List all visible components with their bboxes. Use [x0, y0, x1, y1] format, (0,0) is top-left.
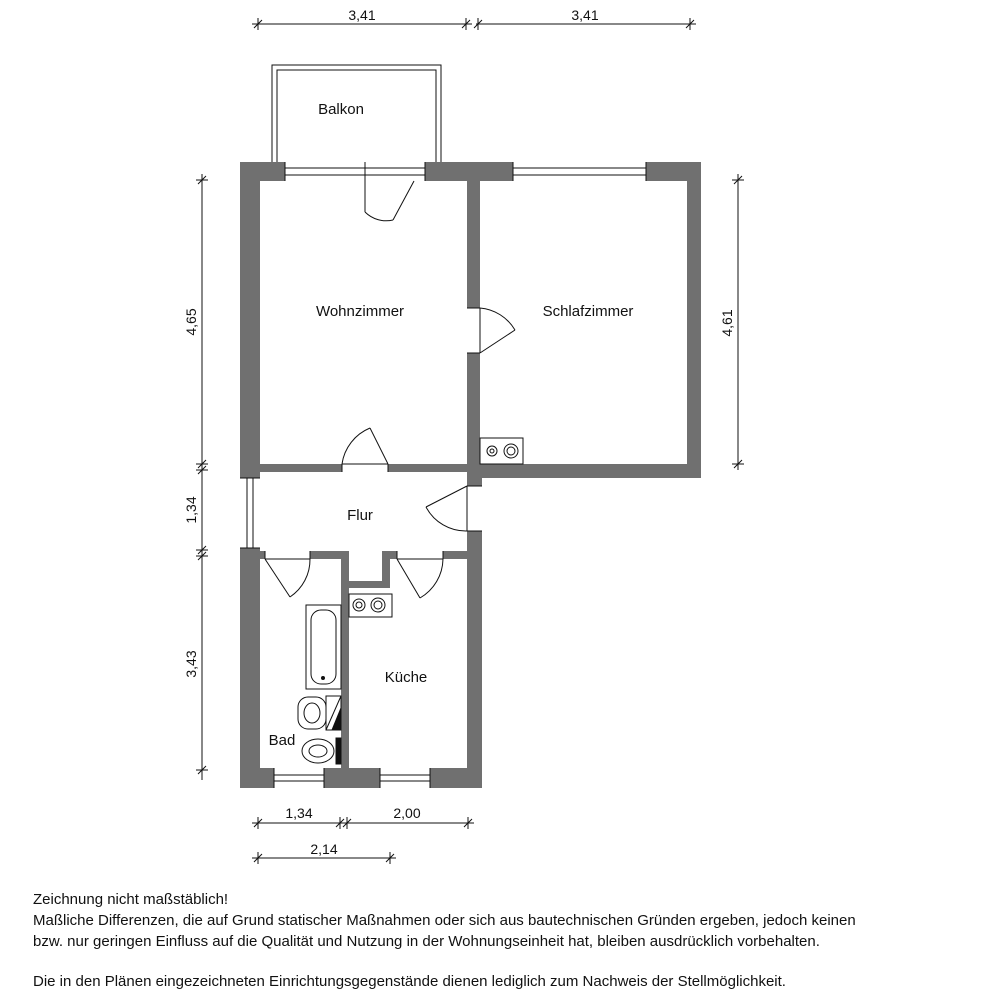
room-label-bad: Bad	[268, 732, 296, 749]
note-furniture: Die in den Plänen eingezeichneten Einrichtungsgegenstände dienen lediglich zum Nachweis der Stellmöglichkeit.	[33, 973, 786, 990]
dim-top-left: 3,41	[348, 7, 376, 23]
dim-bottom-left: 1,34	[285, 805, 313, 821]
room-label-kueche: Küche	[384, 669, 428, 686]
dimension-labels	[183, 7, 735, 857]
note-differences-1: Maßliche Differenzen, die auf Grund statischer Maßnahmen oder sich aus bautechnischen Gründen ergeben, jedoch keinen	[33, 912, 856, 929]
toilet-icon	[336, 738, 341, 764]
dim-bottom-total: 2,14	[310, 841, 338, 857]
dim-left-lower: 3,43	[183, 650, 199, 678]
disclaimer-notes	[33, 889, 983, 992]
dim-left-middle: 1,34	[183, 496, 199, 524]
fixtures	[298, 438, 523, 764]
dim-top-right: 3,41	[571, 7, 599, 23]
room-label-balkon: Balkon	[318, 101, 364, 118]
note-scale: Zeichnung nicht maßstäblich!	[33, 891, 229, 908]
room-label-wohnzimmer: Wohnzimmer	[315, 303, 405, 320]
dim-bottom-right: 2,00	[393, 805, 421, 821]
note-differences-2: bzw. nur geringen Einfluss auf die Qualität und Nutzung in der Wohnungseinheit hat, bleiben ausdrücklich vorbehalten.	[33, 933, 820, 950]
dim-right: 4,61	[719, 309, 735, 337]
room-label-schlafzimmer: Schlafzimmer	[542, 303, 634, 320]
dim-left-upper: 4,65	[183, 308, 199, 336]
walls	[240, 162, 701, 788]
room-label-flur: Flur	[347, 507, 373, 524]
